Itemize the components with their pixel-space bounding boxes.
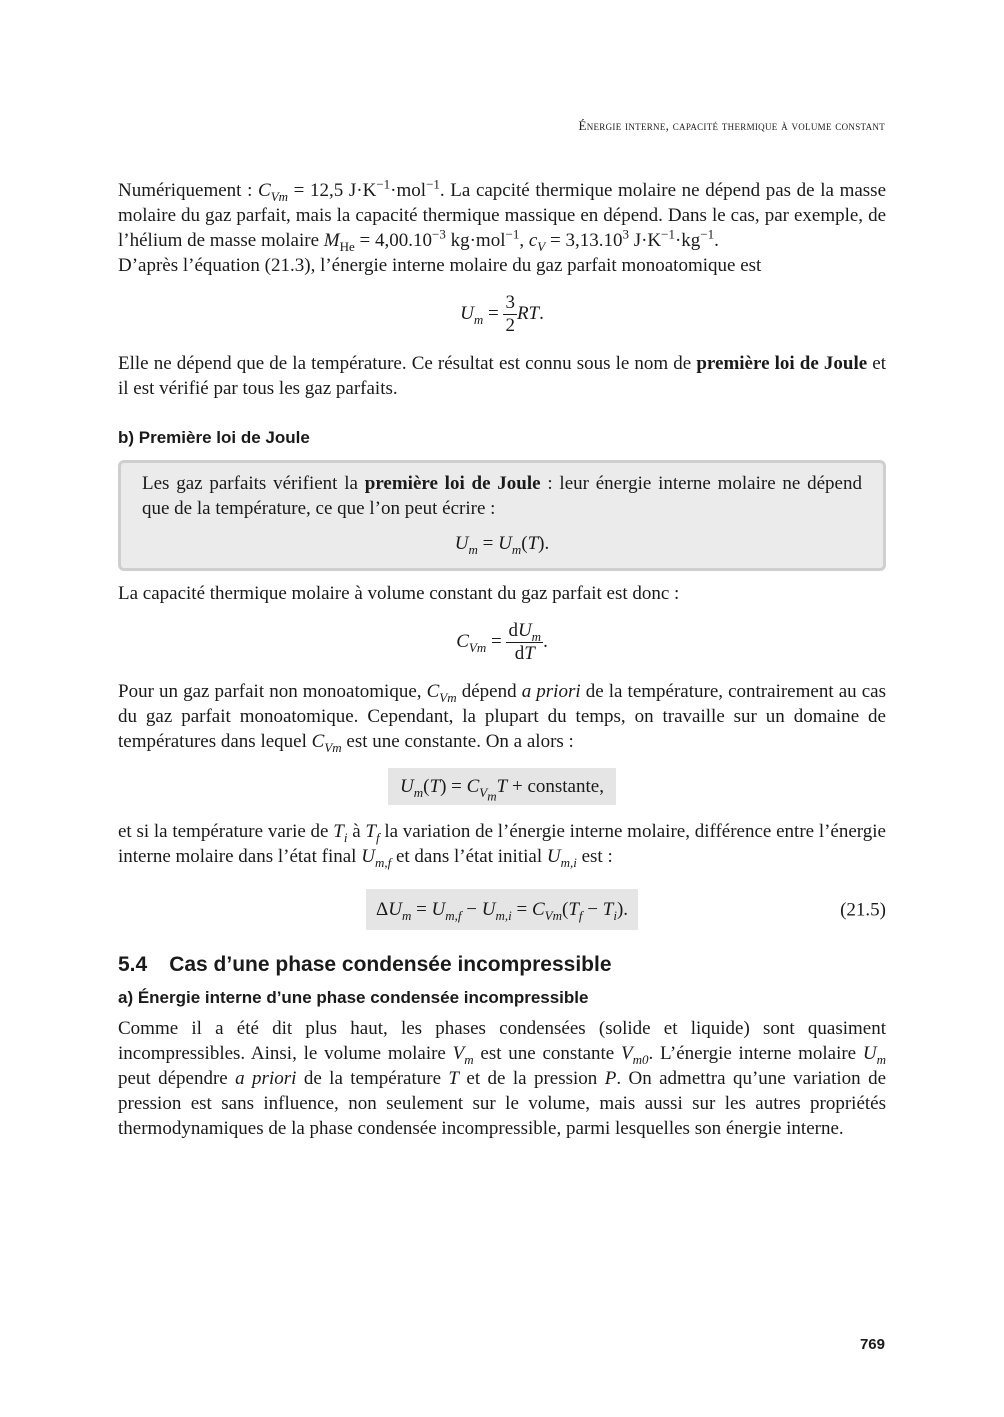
cvm-value: 12,5 J·K [310, 180, 377, 201]
page-body [118, 178, 886, 1141]
text: et il est vérifié par tous les gaz parfaits. [118, 353, 886, 399]
text: de la température, contrairement au cas du gaz parfait monoatomique. Cependant, la plupart du temps, on travaille sur un domaine de températures dans lequel [118, 681, 886, 752]
text: . La capcité thermique molaire ne dépend pas de la masse molaire du gaz parfait, mais la capacité thermique massique en dépend. Dans le cas, par exemple, de l’hélium de masse molaire [118, 180, 886, 251]
text: Numériquement : [118, 180, 258, 201]
text: est : [576, 846, 613, 867]
paragraph-condensed-phase: Comme il a été dit plus haut, les phases condensées (solide et liquide) sont quasiment incompressibles. Ainsi, le volume molaire $V_m$ est une constante $V_{m0}$. L’énergie interne molaire $U_m$ peut dépendre a priori de la température T et de la pression P. On admettra qu’une variation de pression est sans influence, non seulement sur le volume, mais aussi sur les autres propriétés thermodynamiques de la phase condensée incompressible, parmi lesquelles son énergie interne. [118, 1018, 887, 1139]
text: et de la pression [459, 1068, 605, 1089]
bold-term: première loi de Joule [696, 353, 868, 374]
text: Elle ne dépend que de la température. Ce résultat est connu sous le nom de [118, 353, 697, 374]
equation-cvm-derivative: $C_{Vm}$ = $\frac{dU_m}{dT}$ . [456, 620, 548, 664]
text: est une constante. On a alors : [341, 731, 574, 752]
cv-mass-unit: J·K [628, 230, 662, 251]
cv-mass-value: 3,13.10 [565, 230, 623, 251]
cv-symbol: $c_V$ [528, 230, 546, 254]
text: Pour un gaz parfait non monoatomique, [118, 681, 427, 702]
text: . On admettra qu’une variation de pression est sans influence, non seulement sur le volume, mais aussi sur les autres propriétés thermodynamiques de la phase condensée incompressible, parmi lesquelles son énergie interne. [118, 1068, 887, 1139]
equation-um-linear: $U_m(T) = C_{V_m}T$ + constante, [118, 768, 886, 805]
theorem-text [142, 471, 862, 521]
equation-21-5: $\Delta U_m = U_{m,f} - U_{m,i} = C_{Vm}(T_f - T_i)$. (21.5) [118, 889, 886, 930]
section-number: 5.4 [118, 953, 148, 976]
mhe-value: 4,00.10 [375, 230, 432, 251]
section-heading-5-4 [118, 952, 886, 977]
subsection-heading-a: a) Énergie interne d’une phase condensée incompressible [118, 988, 589, 1007]
text: de la température [296, 1068, 449, 1089]
equation-um-monoatomic: $U_m$ = $\frac{3}{2}$ RT. [460, 292, 544, 336]
paragraph-joule-law [118, 351, 886, 401]
text: : leur énergie interne molaire ne dépend que de la température, ce que l’on peut écrire : [142, 473, 862, 519]
text: peut dépendre [118, 1068, 236, 1089]
subsection-heading-b: b) Première loi de Joule [118, 428, 310, 447]
text: est une constante [473, 1043, 622, 1064]
cvm-symbol: $C_{Vm}$ [258, 180, 289, 204]
text: et si la température varie de [118, 821, 334, 842]
running-header: Énergie interne, capacité thermique à volume constant [578, 118, 885, 133]
italic-term: a priori [521, 681, 581, 702]
page-number: 769 [859, 1336, 885, 1353]
paragraph-molar-energy: D’après l’équation (21.3), l’énergie interne molaire du gaz parfait monoatomique est [118, 255, 762, 276]
text: la variation de l’énergie interne molaire, différence entre l’énergie interne molaire dans l’état final [118, 821, 886, 867]
paragraph-numerical-value: Numériquement : $C_{Vm} = 12,5$ $J\cdot K^{-1}\cdot mol^{-1}$. La capcité thermique molaire ne dépend pas de la masse molaire du gaz parfait, mais la capacité thermique massique en dépend. Dans le cas, par exemple, de l’hélium de masse molaire $M_{He} = 4,00.10^{-3}$ kg·mol$^{-1}$, $c_V = 3,13.10^3$ $J\cdot K^{-1}\cdot kg^{-1}$. [118, 176, 886, 254]
text: dépend [456, 681, 522, 702]
mhe-symbol: M [323, 230, 340, 251]
text: . L’énergie interne molaire [648, 1043, 863, 1064]
section-title: Cas d’une phase condensée incompressible [169, 953, 612, 976]
text: et dans l’état initial [391, 846, 547, 867]
paragraph-cvm-intro: La capacité thermique molaire à volume constant du gaz parfait est donc : [118, 583, 680, 604]
text: Les gaz parfaits vérifient la [142, 473, 365, 494]
constant-word: constante [527, 776, 600, 797]
theorem-box [118, 460, 886, 571]
paragraph-temperature-variation: et si la température varie de $T_i$ à $T_f$ la variation de l’énergie interne molaire, différence entre l’énergie interne molaire dans l’état final $U_{m,f}$ et dans l’état initial $U_{m,i}$ est : [118, 821, 886, 870]
mhe-unit: kg·mol [445, 230, 506, 251]
bold-term: première loi de Joule [364, 473, 541, 494]
equation-um-of-t: $U_m = U_m(T)$. [454, 533, 550, 557]
text: Comme il a été dit plus haut, les phases condensées (solide et liquide) sont quasiment incompressibles. Ainsi, le volume molaire [118, 1018, 886, 1064]
paragraph-non-monoatomic: Pour un gaz parfait non monoatomique, $C_{Vm}$ dépend a priori de la température, contrairement au cas du gaz parfait monoatomique. Cependant, la plupart du temps, on travaille sur un domaine de températures dans lequel $C_{Vm}$ est une constante. On a alors : [118, 681, 886, 755]
text: à [347, 821, 366, 842]
italic-term: a priori [235, 1068, 297, 1089]
equation-number: (21.5) [840, 899, 886, 920]
